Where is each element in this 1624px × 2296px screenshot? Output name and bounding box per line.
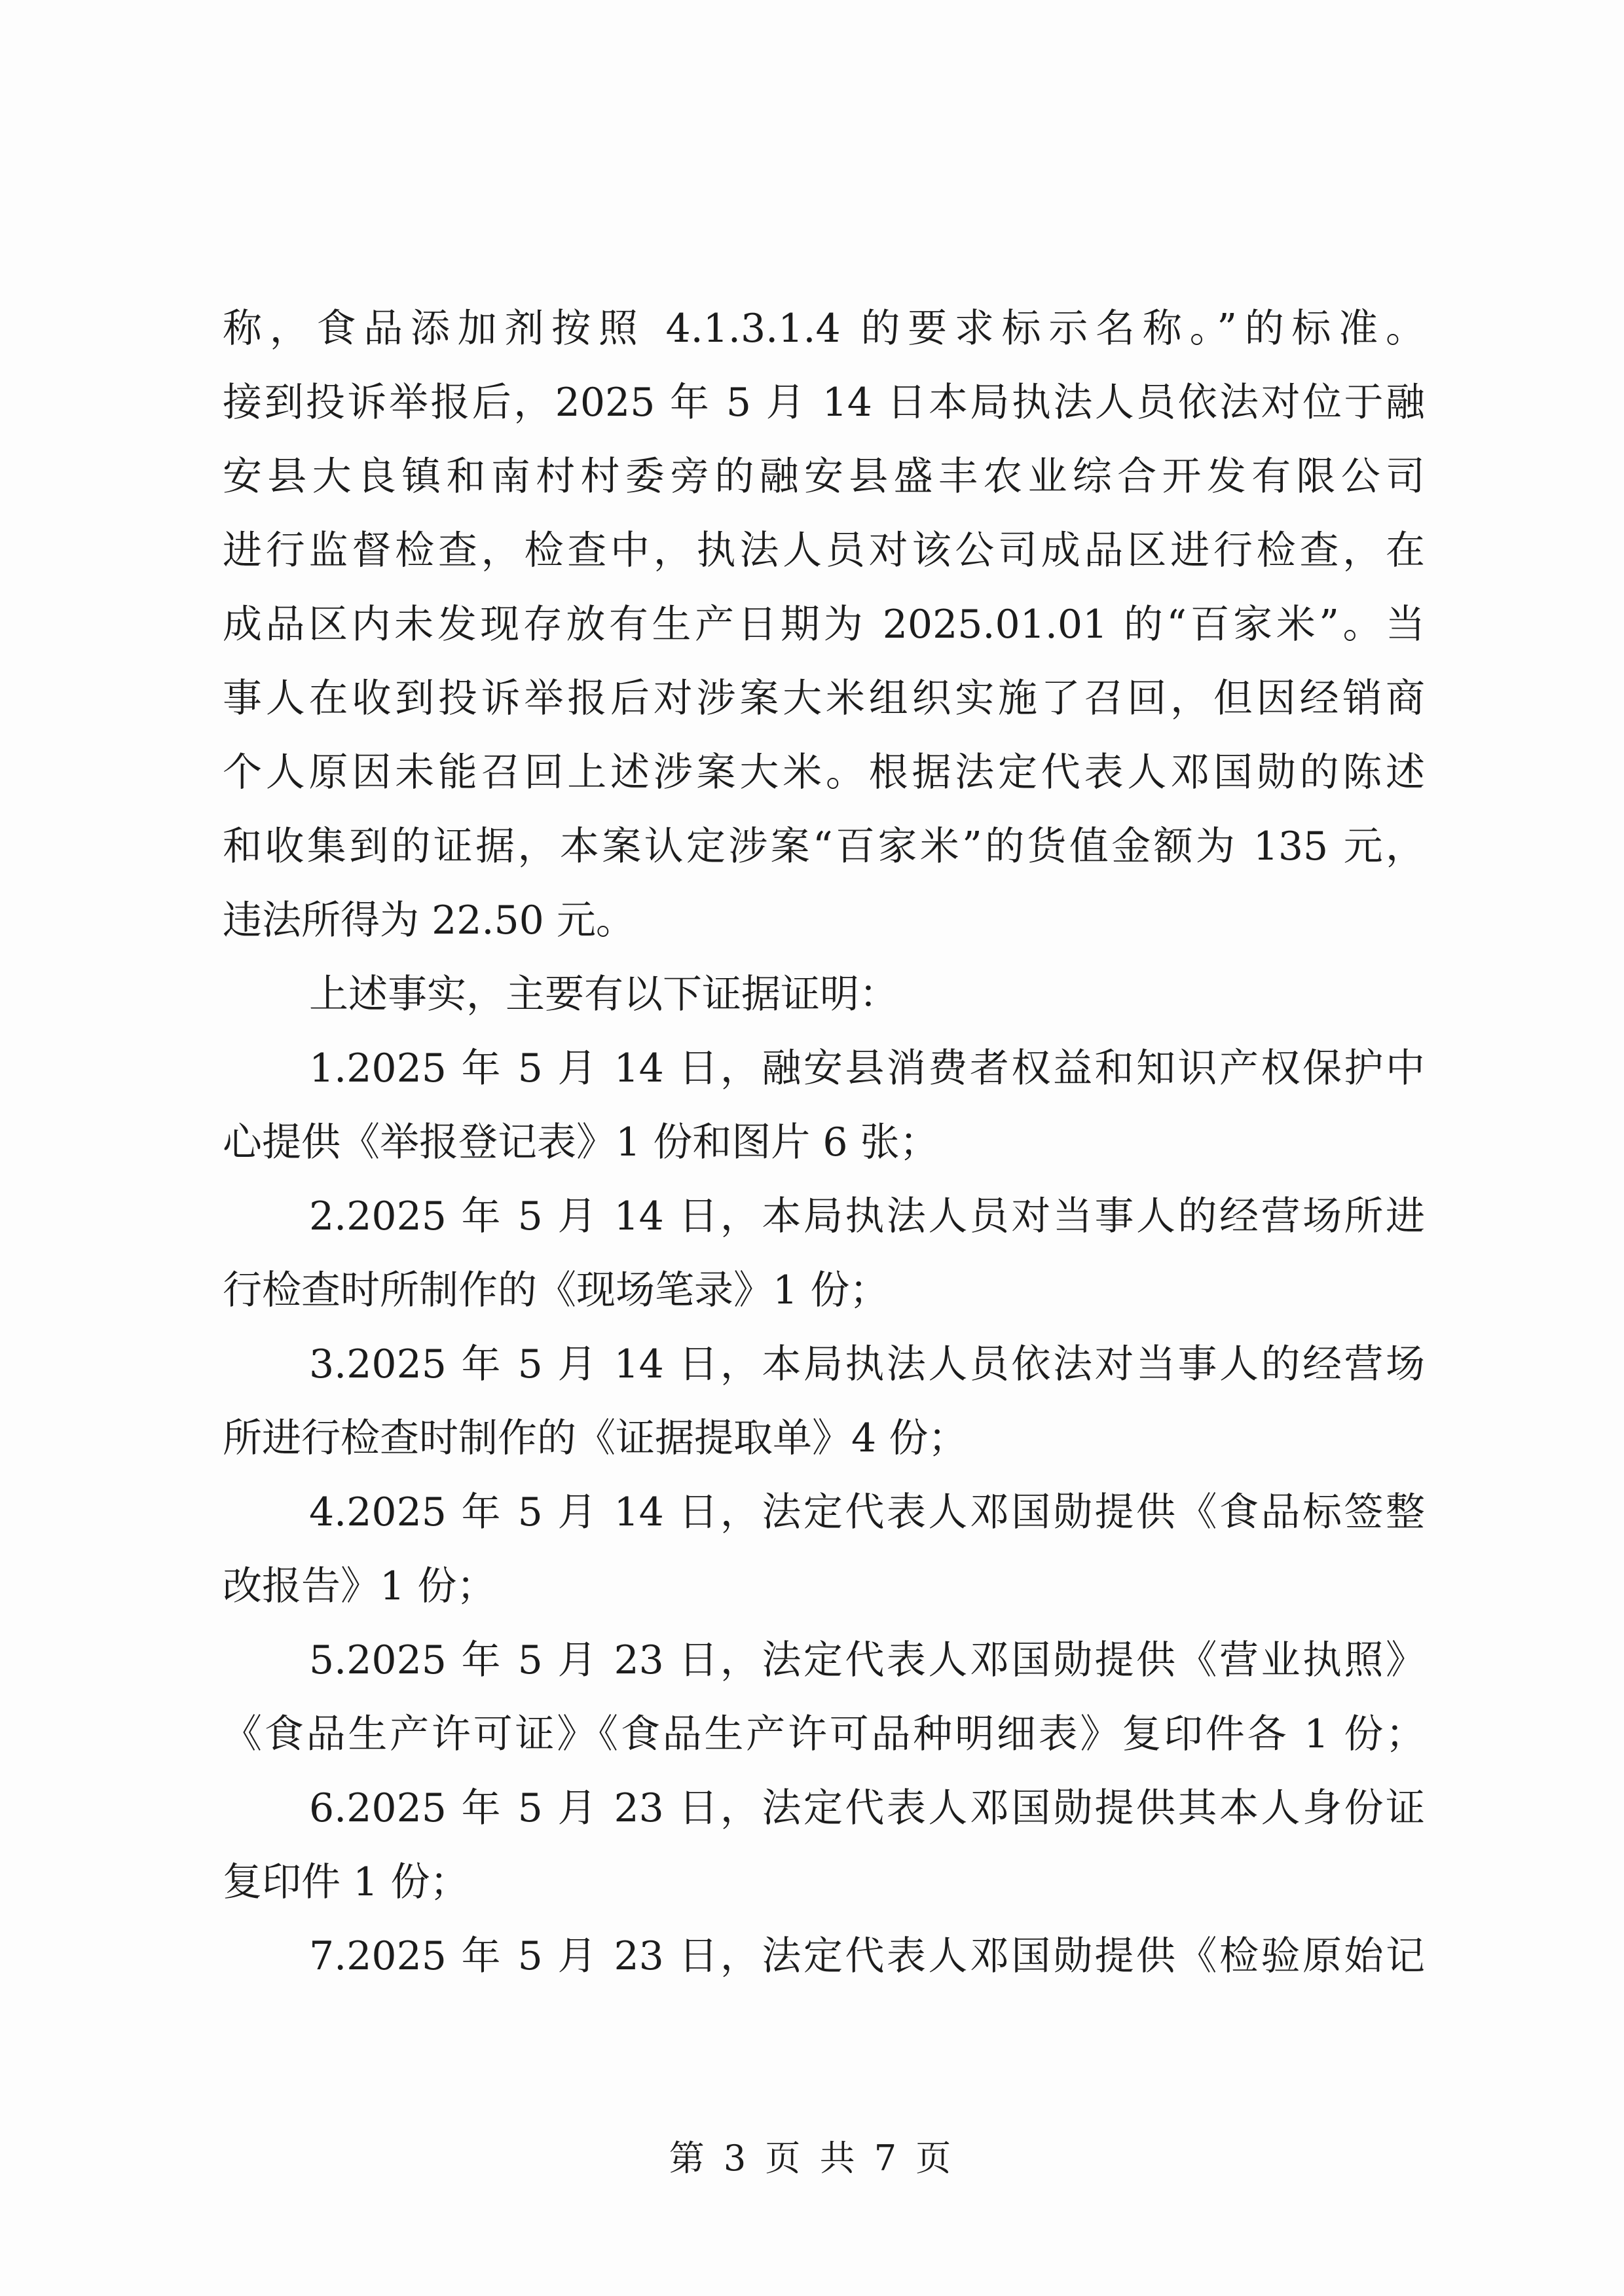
body-line: 进行监督检查，检查中，执法人员对该公司成品区进行检查，在 xyxy=(223,528,1425,574)
evidence-item-7: 7.2025 年 5 月 23 日，法定代表人邓国勋提供《检验原始记 xyxy=(309,1933,1425,1979)
evidence-item-3: 3.2025 年 5 月 14 日，本局执法人员依法对当事人的经营场 xyxy=(309,1341,1425,1387)
evidence-item-1: 1.2025 年 5 月 14 日，融安县消费者权益和知识产权保护中 xyxy=(309,1046,1425,1091)
evidence-item-5-cont: 《食品生产许可证》《食品生产许可品种明细表》复印件各 1 份； xyxy=(223,1711,1425,1757)
body-line: 称，食品添加剂按照 4.1.3.1.4 的要求标示名称。”的标准。 xyxy=(223,306,1425,352)
evidence-item-4: 4.2025 年 5 月 14 日，法定代表人邓国勋提供《食品标签整 xyxy=(309,1489,1425,1535)
evidence-item-2: 2.2025 年 5 月 14 日，本局执法人员对当事人的经营场所进 xyxy=(309,1194,1425,1239)
evidence-item-1-cont: 心提供《举报登记表》1 份和图片 6 张； xyxy=(223,1120,939,1165)
evidence-item-6-cont: 复印件 1 份； xyxy=(223,1859,470,1905)
body-line: 安县大良镇和南村村委旁的融安县盛丰农业综合开发有限公司 xyxy=(223,454,1425,500)
body-line: 违法所得为 22.50 元。 xyxy=(223,898,635,943)
body-line: 成品区内未发现存放有生产日期为 2025.01.01 的“百家米”。当 xyxy=(223,602,1425,647)
body-line: 接到投诉举报后，2025 年 5 月 14 日本局执法人员依法对位于融 xyxy=(223,380,1425,426)
evidence-item-2-cont: 行检查时所制作的《现场笔录》1 份； xyxy=(223,1267,889,1313)
evidence-item-3-cont: 所进行检查时制作的《证据提取单》4 份； xyxy=(223,1415,968,1461)
body-line: 个人原因未能召回上述涉案大米。根据法定代表人邓国勋的陈述 xyxy=(223,750,1425,795)
body-line: 和收集到的证据，本案认定涉案“百家米”的货值金额为 135 元， xyxy=(223,824,1425,869)
section-lead: 上述事实，主要有以下证据证明： xyxy=(309,972,898,1017)
evidence-item-5: 5.2025 年 5 月 23 日，法定代表人邓国勋提供《营业执照》 xyxy=(309,1637,1425,1683)
page-number: 第 3 页 共 7 页 xyxy=(669,2138,955,2179)
body-line: 事人在收到投诉举报后对涉案大米组织实施了召回，但因经销商 xyxy=(223,676,1425,721)
evidence-item-4-cont: 改报告》1 份； xyxy=(223,1563,496,1609)
evidence-item-6: 6.2025 年 5 月 23 日，法定代表人邓国勋提供其本人身份证 xyxy=(309,1785,1425,1831)
